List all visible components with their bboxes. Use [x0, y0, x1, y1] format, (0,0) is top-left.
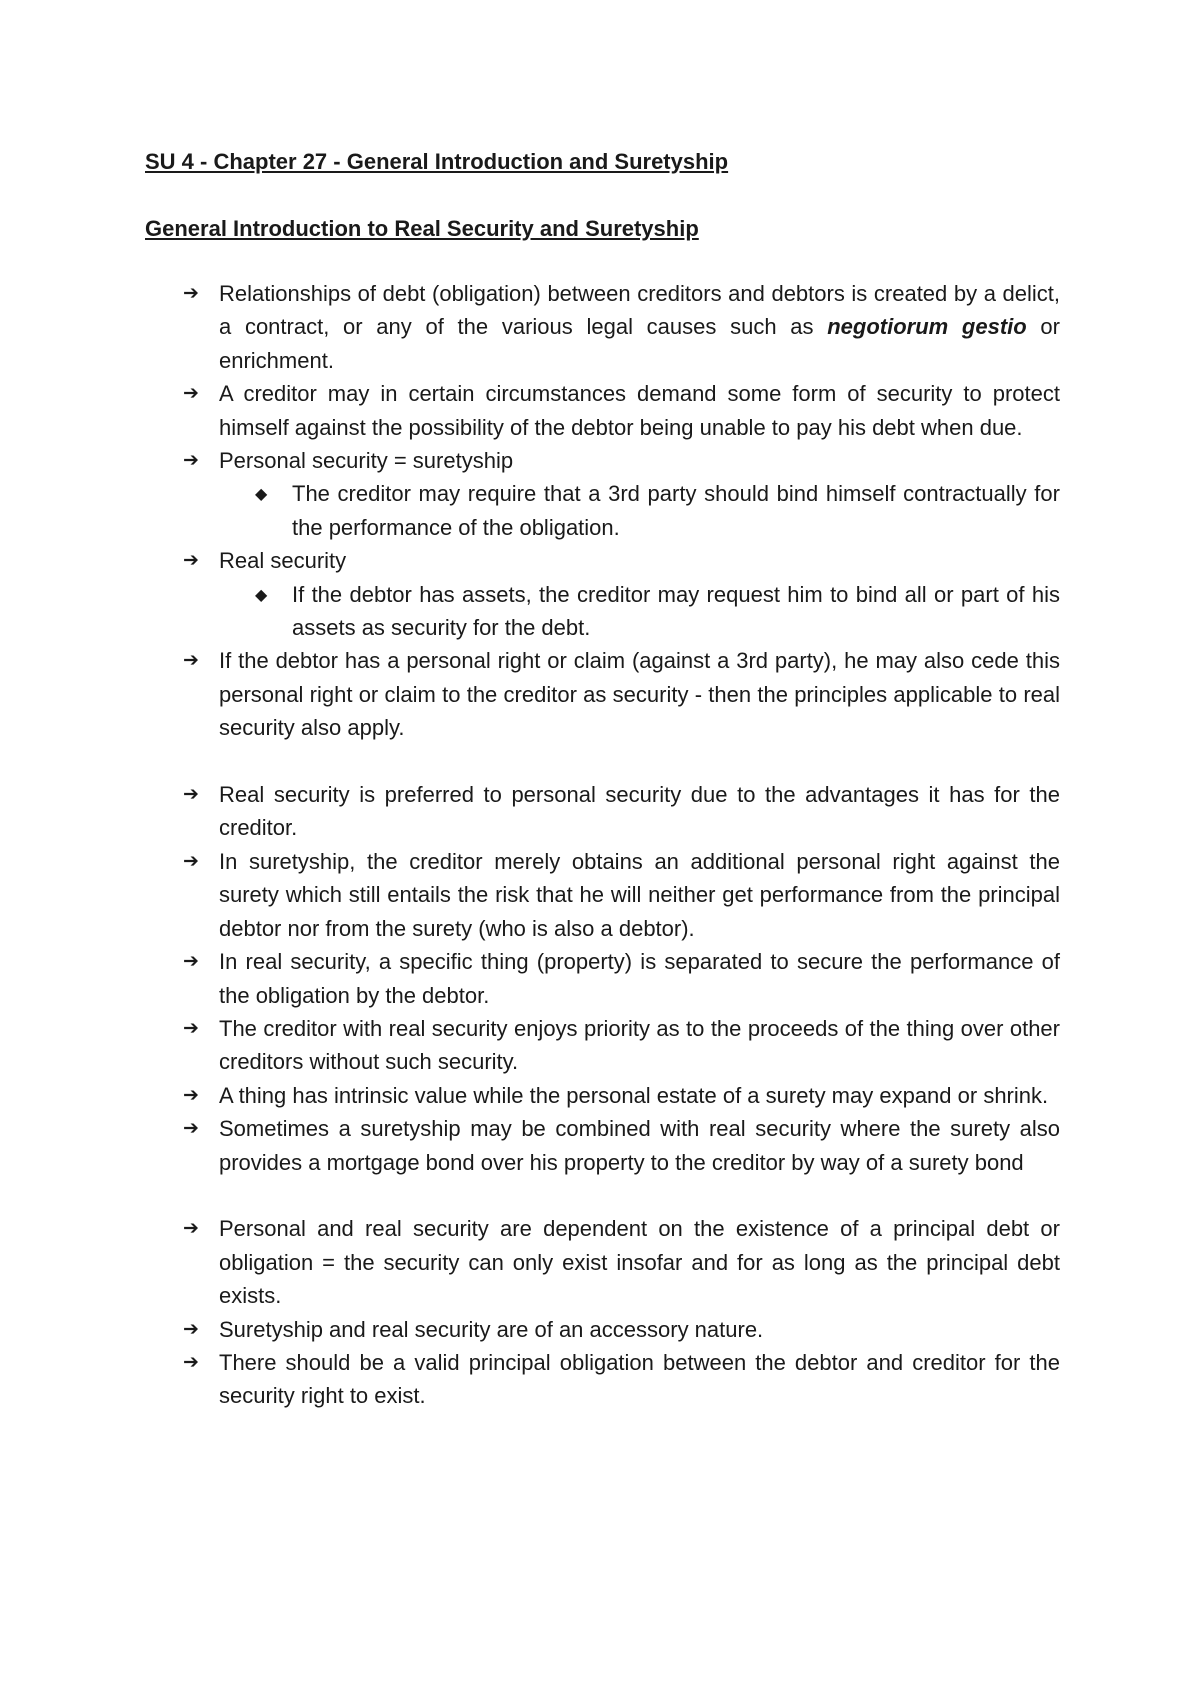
list-item: [145, 845, 1060, 945]
list-item: [145, 945, 1060, 1012]
arrow-bullet-icon: ➔: [183, 282, 199, 304]
arrow-bullet-icon: ➔: [183, 382, 199, 405]
arrow-bullet-icon: ➔: [183, 1016, 199, 1039]
paragraph-gap: [145, 1179, 1060, 1212]
list-item-text: Personal security = suretyship: [219, 448, 514, 474]
paragraph-gap: [145, 745, 1060, 778]
document-title: SU 4 - Chapter 27 - General Introduction and Suretyship: [145, 149, 729, 174]
arrow-bullet-icon: ➔: [183, 950, 199, 973]
list-item-text: Real security: [219, 548, 347, 574]
bullet-list: [145, 277, 1060, 1413]
list-item: [145, 1012, 1060, 1079]
list-item: [145, 778, 1060, 845]
arrow-bullet-icon: ➔: [183, 849, 199, 872]
list-item: [145, 377, 1060, 444]
sub-list-item: [145, 578, 1060, 645]
list-item: [145, 444, 1060, 477]
arrow-bullet-icon: ➔: [183, 1317, 199, 1340]
list-item: [145, 1079, 1060, 1112]
list-item-text: In suretyship, the creditor merely obtains an additional personal right against the surety which still entails the risk that he will neither get performance from the principal debtor nor from the surety (who is also a debtor).: [219, 848, 1060, 941]
arrow-bullet-icon: ➔: [183, 1083, 199, 1106]
list-item: [145, 544, 1060, 577]
list-item-text: A creditor may in certain circumstances demand some form of security to protect himself against the possibility of the debtor being unable to pay his debt when due.: [219, 381, 1060, 440]
list-item: [145, 1346, 1060, 1413]
list-item: [145, 1313, 1060, 1346]
arrow-bullet-icon: ➔: [183, 783, 199, 806]
list-item: [145, 1212, 1060, 1312]
list-item: [145, 644, 1060, 744]
list-item: [145, 1112, 1060, 1179]
arrow-bullet-icon: ➔: [183, 1217, 199, 1240]
list-item-text: Suretyship and real security are of an accessory nature.: [219, 1316, 764, 1342]
list-item: [145, 277, 1060, 377]
list-item-text: Relationships of debt (obligation) between creditors and debtors is created by a delict, a contract, or any of the various legal causes such as: [219, 281, 1060, 340]
list-item-text: If the debtor has assets, the creditor may request him to bind all or part of his assets as security for the debt.: [292, 581, 1060, 641]
arrow-bullet-icon: ➔: [183, 649, 199, 672]
sub-list-item: [145, 477, 1060, 544]
arrow-bullet-icon: ➔: [183, 549, 199, 572]
list-item-text: There should be a valid principal obligation between the debtor and creditor for the security right to exist.: [219, 1349, 1060, 1409]
list-item-text: The creditor may require that a 3rd party should bind himself contractually for the performance of the obligation.: [292, 481, 1060, 540]
list-item-text: or enrichment.: [219, 314, 1060, 373]
list-item-text: In real security, a specific thing (property) is separated to secure the performance of the obligation by the debtor.: [219, 949, 1060, 1008]
diamond-bullet-icon: ◆: [255, 584, 268, 604]
diamond-bullet-icon: ◆: [255, 484, 268, 504]
section-heading: General Introduction to Real Security and Suretyship: [145, 216, 699, 241]
list-item-text: Real security is preferred to personal security due to the advantages it has for the creditor.: [219, 782, 1060, 841]
list-item-text: A thing has intrinsic value while the personal estate of a surety may expand or shrink.: [219, 1082, 1049, 1108]
arrow-bullet-icon: ➔: [183, 1350, 199, 1373]
list-item-text: Sometimes a suretyship may be combined with real security where the surety also provides a mortgage bond over his property to the creditor by way of a surety bond: [219, 1116, 1060, 1175]
emphasis-term: negotiorum gestio: [827, 314, 1027, 340]
list-item-text: The creditor with real security enjoys priority as to the proceeds of the thing over other creditors without such security.: [219, 1015, 1060, 1075]
arrow-bullet-icon: ➔: [183, 449, 199, 472]
list-item-text: If the debtor has a personal right or claim (against a 3rd party), he may also cede this personal right or claim to the creditor as security - then the principles applicable to real security also apply.: [219, 648, 1060, 741]
arrow-bullet-icon: ➔: [183, 1117, 199, 1140]
list-item-text: Personal and real security are dependent on the existence of a principal debt or obligation = the security can only exist insofar and for as long as the principal debt exists.: [219, 1216, 1060, 1309]
